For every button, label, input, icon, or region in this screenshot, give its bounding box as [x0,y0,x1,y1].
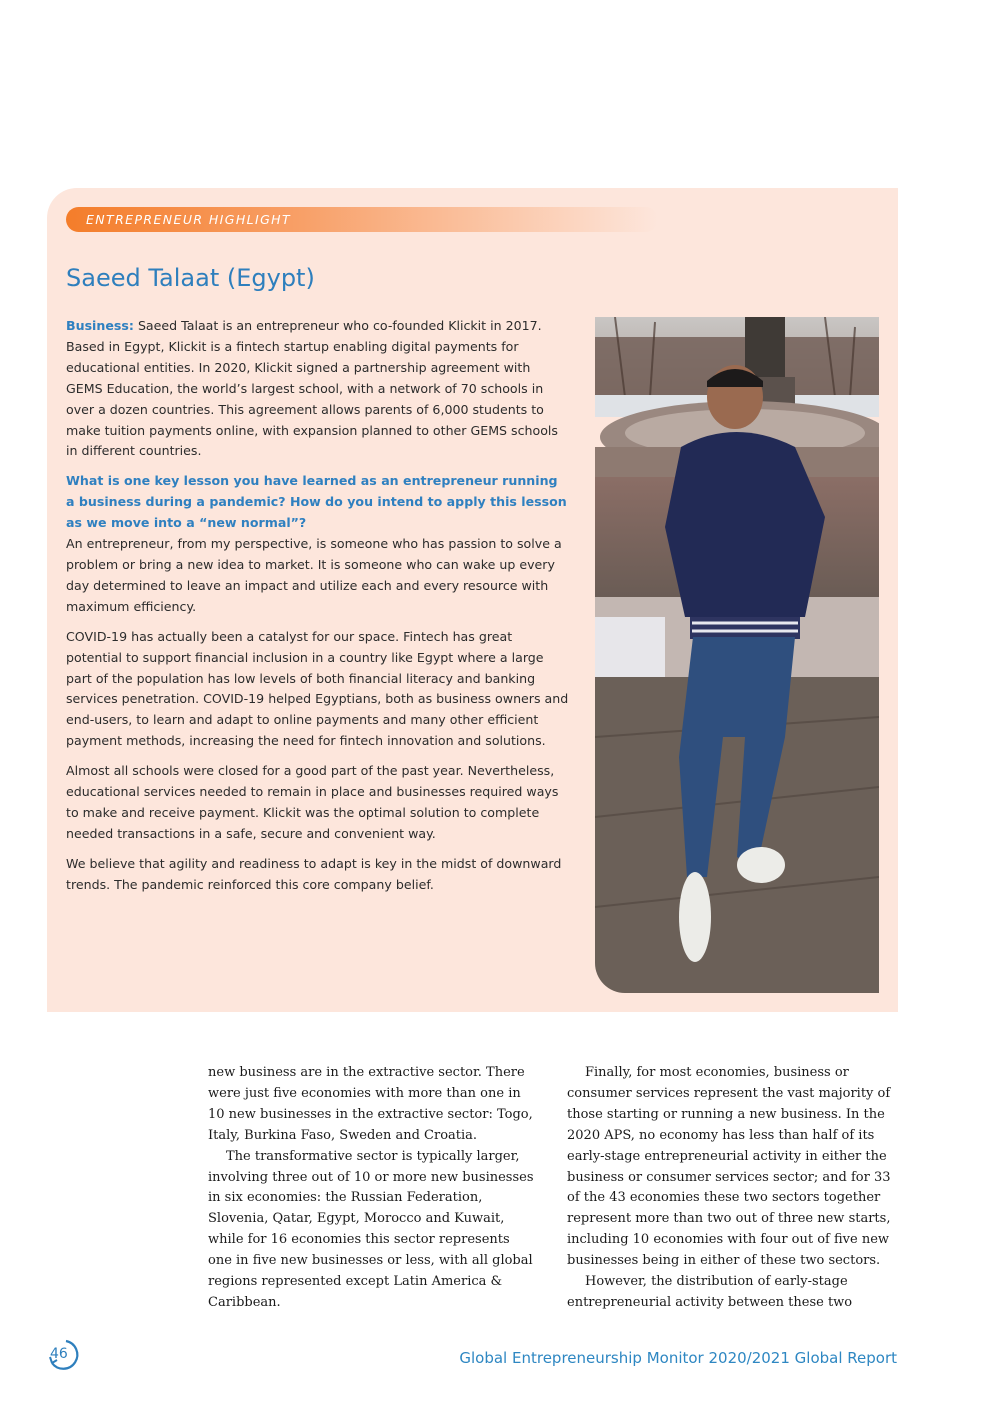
answer-paragraph: An entrepreneur, from my perspective, is someone who has passion to solve a problem or bring a new idea to market. It is someone who can wake up every day determined to leave an impact and utilize each and every resource with maximum efficiency. [66,536,562,614]
entrepreneur-photo [595,317,879,993]
banner-label: ENTREPRENEUR HIGHLIGHT [86,212,291,227]
report-title: Global Entrepreneurship Monitor 2020/2021 Global Report [459,1349,897,1367]
body-paragraph: The transformative sector is typically larger, involving three out of 10 or more new businesses in six economies: the Russian Federation, Slovenia, Qatar, Egypt, Morocco and Kuwait, while for 16 economies this sector represents one in five new businesses or less, with all global regions represented except Latin America & Caribbean. [208,1148,534,1310]
body-column-right [567,1063,893,1314]
business-label: Business: [66,318,134,333]
business-text: Saeed Talaat is an entrepreneur who co-founded Klickit in 2017. Based in Egypt, Klickit is a fintech startup enabling digital payments for educational entities. In 2020, Klickit signed a partnership agreement with GEMS Education, the world’s largest school, with a network of 70 schools in over a dozen countries. This agreement allows parents of 6,000 students to make tuition payments online, with expansion planned to other GEMS schools in different countries. [66,318,558,459]
page-number-marker [46,1337,84,1373]
body-column-left [208,1063,534,1314]
body-paragraph: new business are in the extractive sector. There were just five economies with more than one in 10 new businesses in the extractive sector: Togo, Italy, Burkina Faso, Sweden and Croatia. [208,1065,533,1143]
body-paragraph: However, the distribution of early-stage entrepreneurial activity between these two [567,1274,853,1310]
business-paragraph [66,316,570,462]
answer-paragraph: COVID-19 has actually been a catalyst for our space. Fintech has great potential to support financial inclusion in a country like Egypt where a large part of the population has low levels of both financial literacy and banking services penetration. COVID-19 helped Egyptians, both as business owners and end-users, to learn and adapt to online payments and many other efficient payment methods, increasing the need for fintech innovation and solutions. [66,628,569,749]
profile-story [66,316,570,896]
interview-question: What is one key lesson you have learned as an entrepreneur running a business during a pandemic? How do you intend to apply this lesson as we move into a “new normal”? [66,473,567,531]
answer-paragraph: We believe that agility and readiness to adapt is key in the midst of downward trends. The pandemic reinforced this core company belief. [66,855,562,892]
highlight-banner [66,207,658,232]
body-paragraph: Finally, for most economies, business or consumer services represent the vast majority of those starting or running a new business. In the 2020 APS, no economy has less than half of its early-stage entrepreneurial activity in either the business or consumer services sector; and for 33 of the 43 economies these two sectors together represent more than two out of three new starts, including 10 economies with four out of five new businesses being in either of these two sectors. [567,1065,891,1269]
page-number: 46 [50,1346,68,1362]
profile-title: Saeed Talaat (Egypt) [66,264,315,292]
answer-paragraph: Almost all schools were closed for a good part of the past year. Nevertheless, educational services needed to remain in place and businesses required ways to make and receive payment. Klickit was the optimal solution to complete needed transactions in a safe, secure and convenient way. [66,763,559,841]
